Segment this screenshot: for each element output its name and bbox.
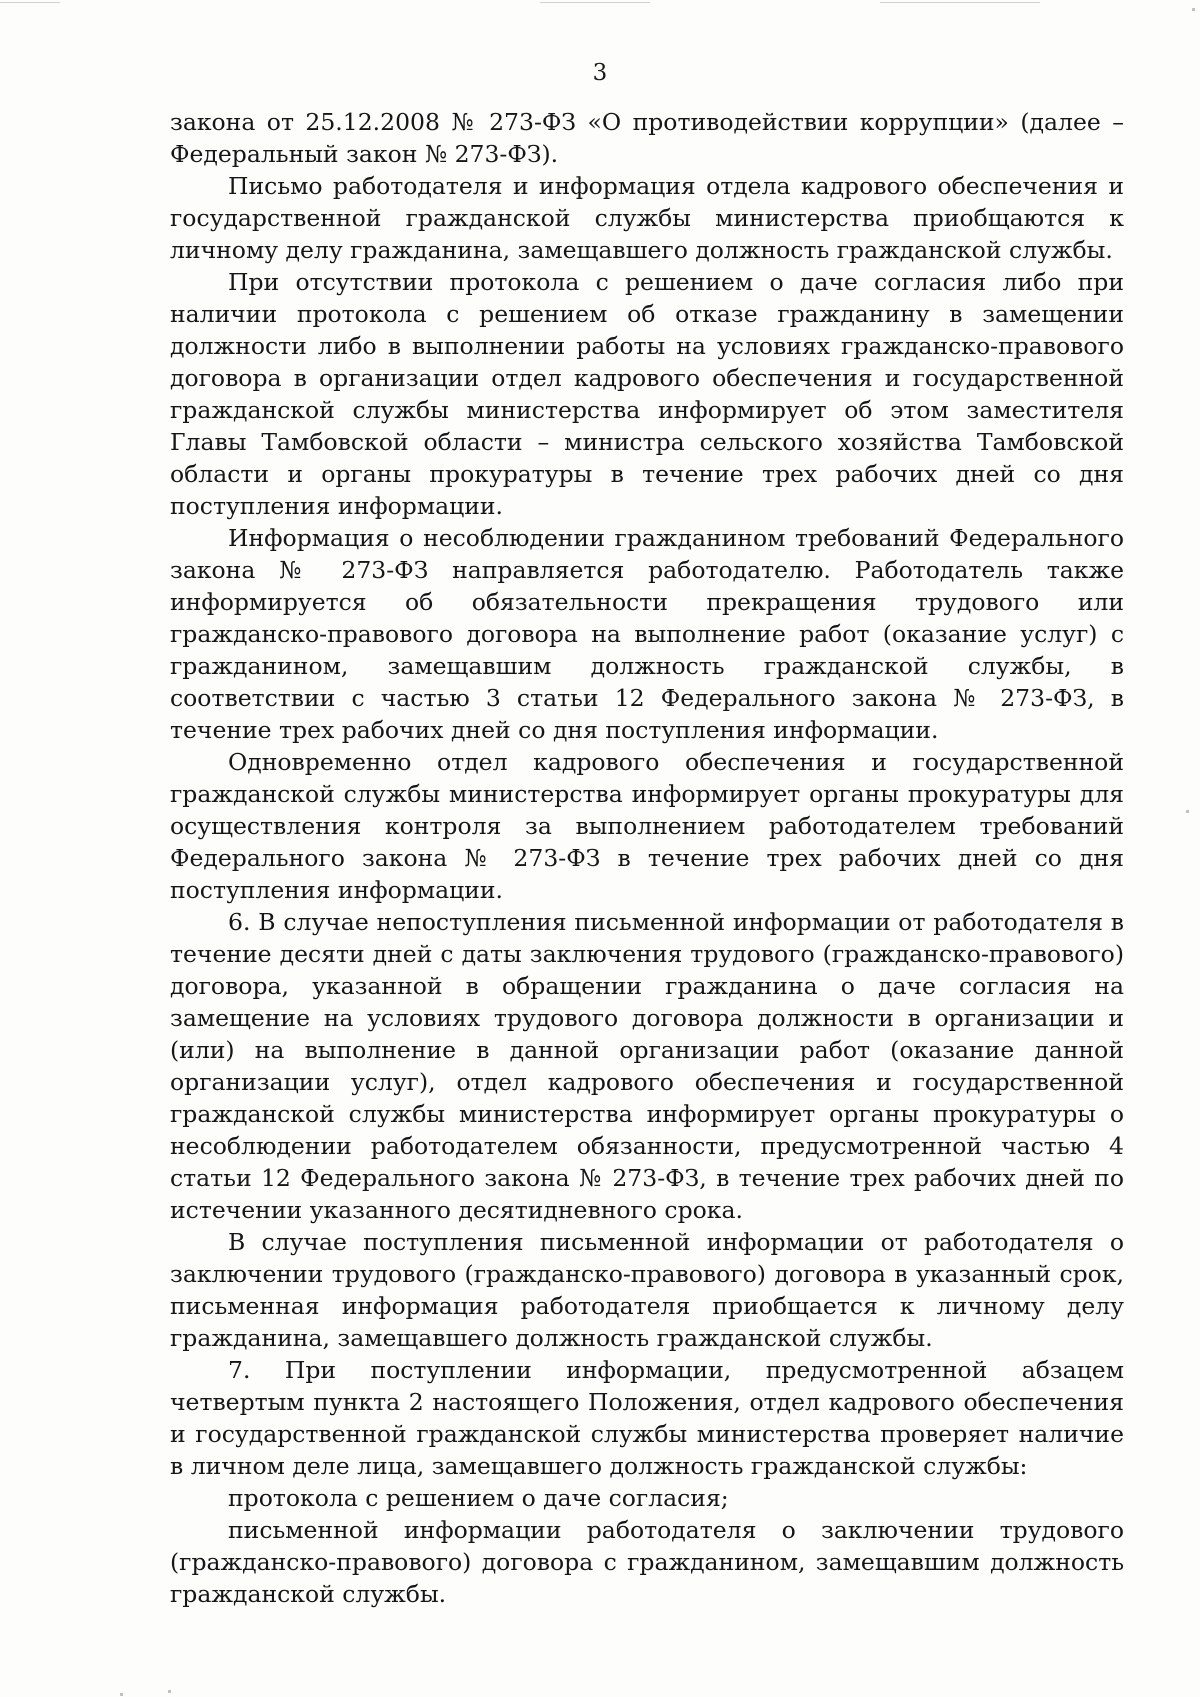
paragraph-list-item-employer-info: письменной информации работодателя о заключении трудового (гражданско-правового) договора с гражданином, замещавшим должность гражданской службы.: [170, 1516, 1124, 1608]
paragraph-employer-letter-filing: Письмо работодателя и информация отдела кадрового обеспечения и государственной гражданской службы министерства приобщаются к личному делу гражданина, замещавшего должность гражданской службы.: [170, 172, 1124, 264]
paragraph-no-protocol-notification: При отсутствии протокола с решением о даче согласия либо при наличии протокола с решением об отказе гражданину в замещении должности либо в выполнении работы на условиях гражданско-правового договора в организации отдел кадрового обеспечения и государственной гражданской службы министерства информирует об этом заместителя Главы Тамбовской области – министра сельского хозяйства Тамбовской области и органы прокуратуры в течение трех рабочих дней со дня поступления информации.: [170, 268, 1124, 520]
scan-dust-mark: [1192, 8, 1195, 11]
paragraph-prosecutor-notification: Одновременно отдел кадрового обеспечения и государственной гражданской службы министерства информирует органы прокуратуры для осуществления контроля за выполнением работодателем требований Федерального закона № 273-ФЗ в течение трех рабочих дней со дня поступления информации.: [170, 748, 1124, 904]
paragraph-employer-information-received: В случае поступления письменной информации от работодателя о заключении трудового (гражданско-правового) договора в указанный срок, письменная информация работодателя приобщается к личному делу гражданина, замещавшего должность гражданской службы.: [170, 1228, 1124, 1352]
paragraph-law-reference-continuation: закона от 25.12.2008 № 273-ФЗ «О противодействии коррупции» (далее – Федеральный закон № 273-ФЗ).: [170, 108, 1124, 168]
page-number: 3: [592, 60, 608, 86]
paragraph-section-7: 7. При поступлении информации, предусмотренной абзацем четвертым пункта 2 настоящего Положения, отдел кадрового обеспечения и государственной гражданской службы министерства проверяет наличие в личном деле лица, замещавшего должность гражданской службы:: [170, 1356, 1124, 1480]
paragraph-noncompliance-information: Информация о несоблюдении гражданином требований Федерального закона № 273-ФЗ направляется работодателю. Работодатель также информируется об обязательности прекращения трудового или гражданско-правового договора на выполнение работ (оказание услуг) с гражданином, замещавшим должность гражданской службы, в соответствии с частью 3 статьи 12 Федерального закона № 273-ФЗ, в течение трех рабочих дней со дня поступления информации.: [170, 524, 1124, 744]
scan-dust-mark: [1186, 810, 1189, 813]
document-body: [170, 106, 1124, 1610]
scan-dust-mark: [120, 1693, 123, 1696]
scan-edge-mark: [540, 2, 650, 3]
scan-dust-mark: [168, 1690, 171, 1693]
scan-edge-mark: [880, 2, 1040, 3]
scan-edge-mark: [0, 2, 60, 3]
paragraph-list-item-protocol: протокола с решением о даче согласия;: [228, 1484, 729, 1512]
paragraph-section-6: 6. В случае непоступления письменной информации от работодателя в течение десяти дней с даты заключения трудового (гражданско-правового) договора, указанной в обращении гражданина о даче согласия на замещение на условиях трудового договора должности в организации и (или) на выполнение в данной организации работ (оказание данной организации услуг), отдел кадрового обеспечения и государственной гражданской службы министерства информирует органы прокуратуры о несоблюдении работодателем обязанности, предусмотренной частью 4 статьи 12 Федерального закона № 273-ФЗ, в течение трех рабочих дней по истечении указанного десятидневного срока.: [170, 908, 1124, 1224]
